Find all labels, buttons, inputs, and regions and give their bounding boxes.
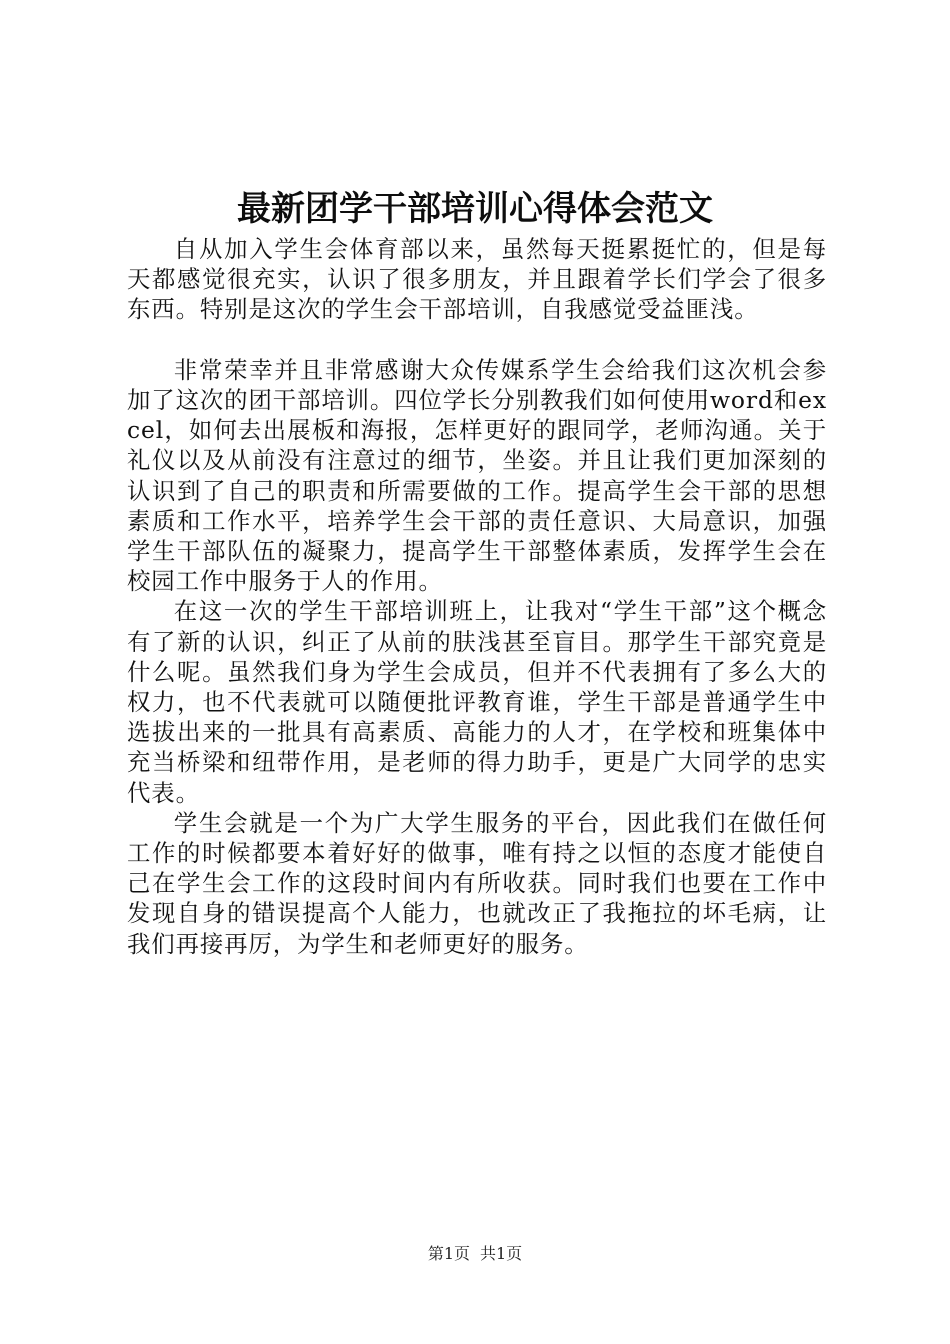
document-title: 最新团学干部培训心得体会范文	[237, 189, 713, 229]
document-body	[127, 234, 827, 959]
paragraph-2: 非常荣幸并且非常感谢大众传媒系学生会给我们这次机会参加了这次的团干部培训。四位学长分别教我们如何使用word和excel，如何去出展板和海报，怎样更好的跟同学，老师沟通。关于礼仪以及从前没有注意过的细节，坐姿。并且让我们更加深刻的认识到了自己的职责和所需要做的工作。提高学生会干部的思想素质和工作水平，培养学生会干部的责任意识、大局意识，加强学生干部队伍的凝聚力，提高学生干部整体素质，发挥学生会在校园工作中服务于人的作用。	[127, 355, 827, 596]
page-total: 共1页	[480, 1244, 523, 1263]
paragraph-spacer	[127, 325, 827, 355]
page-number: 第1页	[427, 1244, 470, 1263]
paragraph-4: 学生会就是一个为广大学生服务的平台，因此我们在做任何工作的时候都要本着好好的做事，唯有持之以恒的态度才能使自己在学生会工作的这段时间内有所收获。同时我们也要在工作中发现自身的错误提高个人能力，也就改正了我拖拉的坏毛病，让我们再接再厉，为学生和老师更好的服务。	[127, 808, 827, 958]
paragraph-1: 自从加入学生会体育部以来，虽然每天挺累挺忙的，但是每天都感觉很充实，认识了很多朋友，并且跟着学长们学会了很多东西。特别是这次的学生会干部培训，自我感觉受益匪浅。	[127, 235, 827, 324]
paragraph-3: 在这一次的学生干部培训班上，让我对“学生干部”这个概念有了新的认识，纠正了从前的肤浅甚至盲目。那学生干部究竟是什么呢。虽然我们身为学生会成员，但并不代表拥有了多么大的权力，也不代表就可以随便批评教育谁，学生干部是普通学生中选拔出来的一批具有高素质、高能力的人才，在学校和班集体中充当桥梁和纽带作用，是老师的得力助手，更是广大同学的忠实代表。	[127, 597, 827, 807]
page-footer	[0, 1244, 950, 1264]
